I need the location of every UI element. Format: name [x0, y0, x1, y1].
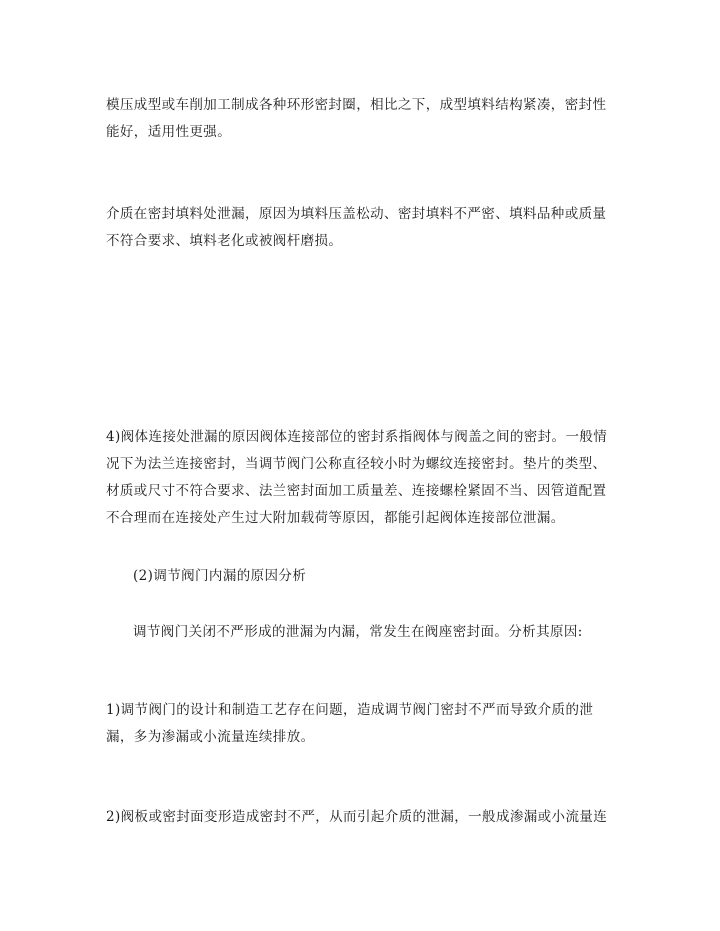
paragraph-cause-2: 2)阀板或密封面变形造成密封不严，从而引起介质的泄漏，一般成渗漏或小流量连 [106, 809, 608, 825]
paragraph-internal-leak-intro: 调节阀门关闭不严形成的泄漏为内漏，常发生在阀座密封面。分析其原因: [133, 624, 583, 640]
paragraph-packing-leak: 介质在密封填料处泄漏，原因为填料压盖松动、密封填料不严密、填料品种或质量不符合要求、填料老化或被阀杆磨损。 [106, 206, 607, 249]
section-heading-internal-leak: (2)调节阀门内漏的原因分析 [133, 568, 307, 584]
paragraph-cause-1: 1)调节阀门的设计和制造工艺存在问题，造成调节阀门密封不严而导致介质的泄漏，多为渗漏或小流量连续排放。 [106, 702, 594, 745]
paragraph-packing-forming: 模压成型或车削加工制成各种环形密封圈，相比之下，成型填料结构紧凑，密封性能好，适用性更强。 [106, 97, 607, 140]
paragraph-body-connection-leak: 4)阀体连接处泄漏的原因阀体连接部位的密封系指阀体与阀盖之间的密封。一般情况下为法兰连接密封，当调节阀门公称直径较小时为螺纹连接密封。垫片的类型、材质或尺寸不符合要求、法兰密封面加工质量差、连接螺栓紧固不当、因管道配置不合理而在连接处产生过大附加载荷等原因，都能引起阀体连接部位泄漏。 [106, 429, 608, 526]
